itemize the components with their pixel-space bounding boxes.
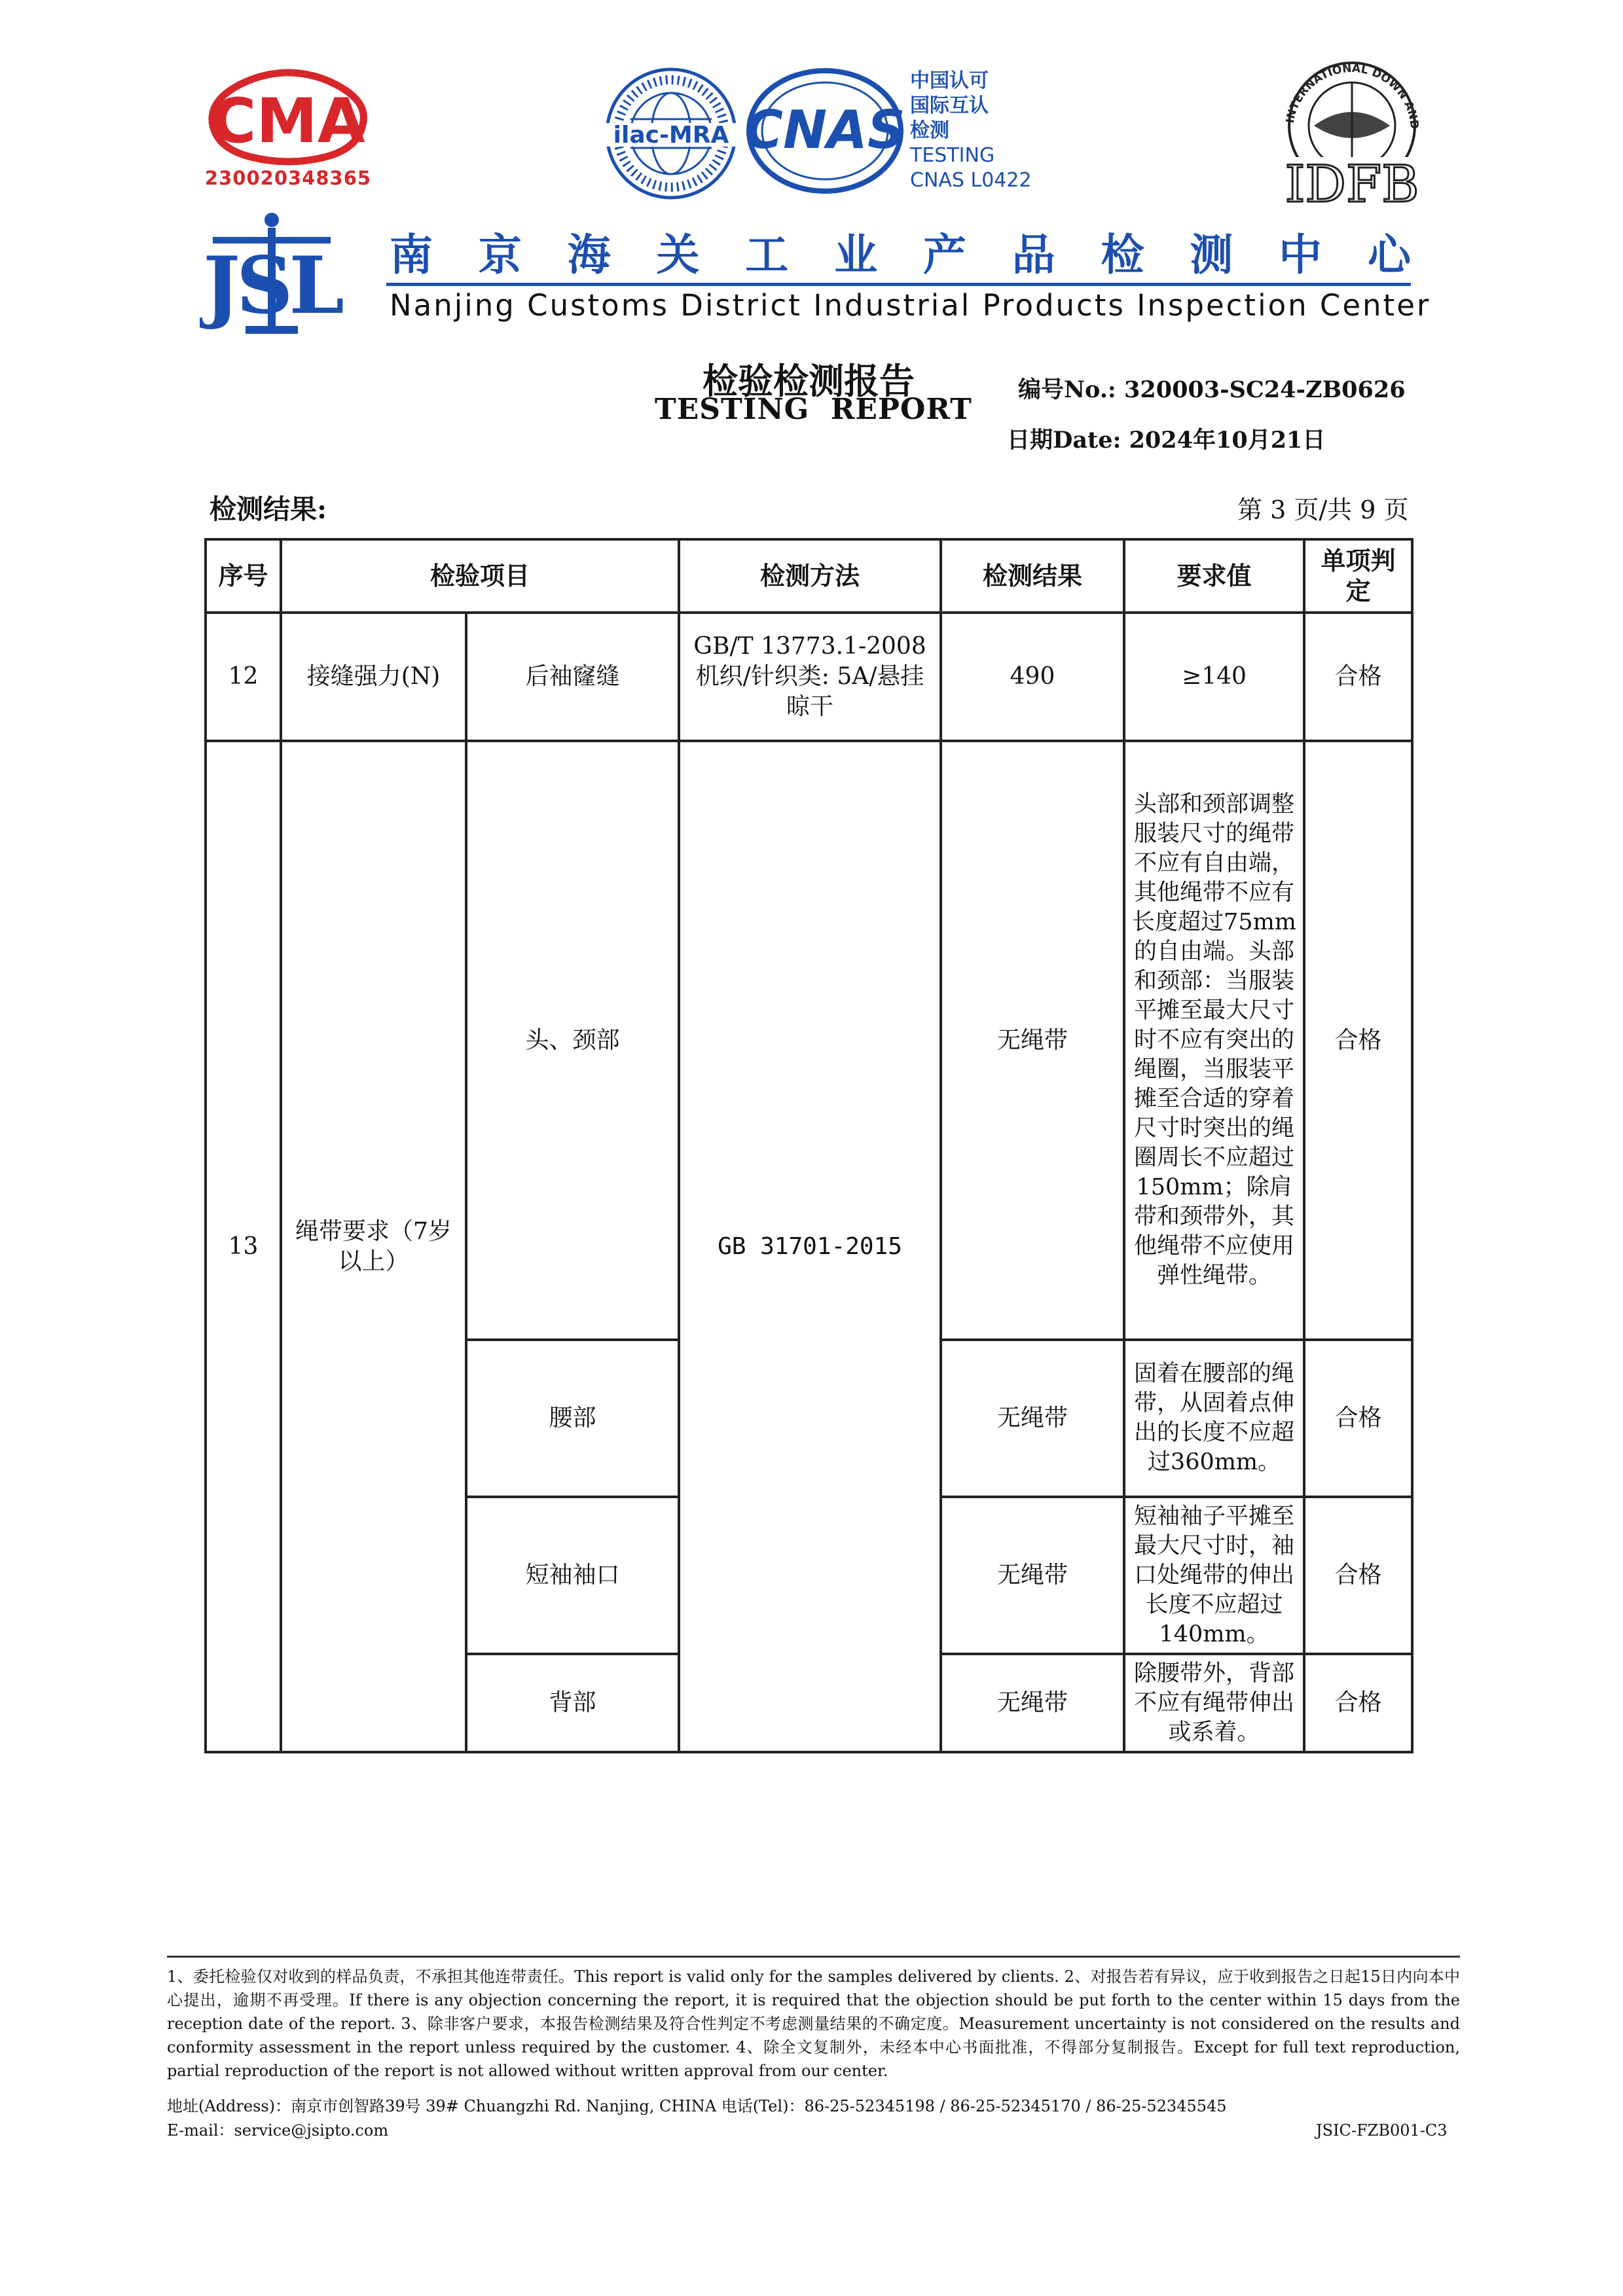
cnas-logo <box>740 65 910 196</box>
row-result: 490 <box>941 613 1124 741</box>
report-title-en: TESTING REPORT <box>655 393 972 426</box>
institution-char: 产 <box>922 229 966 280</box>
cnas-emblem-icon <box>740 65 910 196</box>
ilac-globe-icon <box>593 60 750 207</box>
row-no: 12 <box>206 613 281 741</box>
jsl-letters: JSL <box>203 240 340 332</box>
institution-char: 测 <box>1190 229 1233 280</box>
footer-divider <box>167 1956 1460 1958</box>
jsl-logo <box>200 208 344 346</box>
form-code: JSIC-FZB001-C3 <box>1316 2121 1448 2140</box>
row-subitem: 短袖袖口 <box>466 1497 679 1654</box>
row-item: 接缝强力(N) <box>281 613 466 741</box>
cnas-line: 中国认可 <box>910 69 989 92</box>
idfb-ring-text: INTERNATIONAL DOWN AND <box>1283 62 1421 130</box>
report-number-label: 编号No.: <box>1018 376 1116 403</box>
footer-email: E-mail：service@jsipto.com <box>167 2121 389 2140</box>
row-verdict: 合格 <box>1304 1497 1412 1654</box>
report-date <box>1007 422 1325 455</box>
row-no: 13 <box>206 741 281 1752</box>
row-result: 无绳带 <box>941 1497 1124 1654</box>
idfb-letters: IDFB <box>1285 155 1419 209</box>
institution-char: 海 <box>567 229 611 280</box>
institution-char: 中 <box>1279 229 1322 280</box>
row-result: 无绳带 <box>941 1340 1124 1497</box>
header-method: 检测方法 <box>679 539 941 613</box>
results-table <box>204 538 1413 1753</box>
cnas-letters: CNAS <box>744 99 905 160</box>
footer-address: 地址(Address)：南京市创智路39号 39# Chuangzhi Rd. Nanjing, CHINA 电话(Tel)：86-25-52345198 / 86-25-52345170 / 86-25-52345545 <box>167 2097 1227 2115</box>
idfb-globe-icon <box>1273 52 1431 209</box>
institution-char: 京 <box>478 229 522 280</box>
institution-char: 品 <box>1012 229 1055 280</box>
institution-char: 工 <box>745 229 789 280</box>
cnas-line: 国际互认 <box>910 94 989 117</box>
row-result: 无绳带 <box>941 1654 1124 1752</box>
jsl-scales-icon <box>200 208 344 346</box>
report-number-value: 320003-SC24-ZB0626 <box>1124 376 1406 403</box>
institution-char: 关 <box>656 229 700 280</box>
cma-certificate-number: 230020348365 <box>204 167 372 189</box>
row-result: 无绳带 <box>941 741 1124 1340</box>
header-divider <box>386 283 1411 286</box>
cnas-accreditation-text <box>910 69 1080 193</box>
idfb-logo <box>1273 52 1431 209</box>
results-section-label: 检测结果: <box>210 493 327 525</box>
row-method: GB/T 13773.1-2008 机织/针织类: 5A/悬挂晾干 <box>679 613 941 741</box>
row-requirement: 除腰带外，背部不应有绳带伸出或系着。 <box>1124 1654 1304 1752</box>
report-date-label: 日期Date: <box>1007 427 1122 454</box>
table-header-row <box>206 539 1412 613</box>
institution-name-cn <box>390 221 1411 280</box>
row-verdict: 合格 <box>1304 1340 1412 1497</box>
report-number <box>1018 372 1406 404</box>
row-subitem: 背部 <box>466 1654 679 1752</box>
row-verdict: 合格 <box>1304 741 1412 1340</box>
row-verdict: 合格 <box>1304 613 1412 741</box>
cma-letters: CMA <box>211 86 365 157</box>
institution-char: 检 <box>1101 229 1144 280</box>
header-item: 检验项目 <box>281 539 679 613</box>
row-requirement: 短袖袖子平摊至最大尺寸时，袖口处绳带的伸出长度不应超过140mm。 <box>1124 1497 1304 1654</box>
row-verdict: 合格 <box>1304 1654 1412 1752</box>
cma-emblem-icon <box>203 69 373 167</box>
ilac-mra-logo <box>593 60 750 207</box>
row-subitem: 头、颈部 <box>466 741 679 1340</box>
report-date-value: 2024年10月21日 <box>1129 427 1326 454</box>
header-result: 检测结果 <box>941 539 1124 613</box>
row-subitem: 后袖窿缝 <box>466 613 679 741</box>
header-requirement: 要求值 <box>1124 539 1304 613</box>
report-title-cn: 检验检测报告 <box>702 360 915 402</box>
table-row <box>206 613 1412 741</box>
footer-disclaimer: 1、委托检验仅对收到的样品负责，不承担其他连带责任。This report is valid only for the samples delivered by clients. 2、对报告若有异议，应于收到报告之日起15日内向本中心提出，逾期不再受理。If there is any objection concerning the report, it is required that the objection should be put forth to the center within 15 days from the reception date of the report. 3、除非客户要求，本报告检测结果及符合性判定不考虑测量结果的不确定度。Measurement uncertainty is not considered on the results and conformity assessment in the report unless required by the customer. 4、除全文复制外，未经本中心书面批准，不得部分复制报告。Except for full text reproduction, partial reproduction of the report is not allowed without written approval from our center. <box>167 1967 1460 2080</box>
institution-name-en: Nanjing Customs District Industrial Products Inspection Center <box>390 288 1431 323</box>
institution-char: 南 <box>390 229 433 280</box>
row-item: 绳带要求（7岁以上） <box>281 741 466 1752</box>
cnas-line: CNAS L0422 <box>910 169 1032 192</box>
header-no: 序号 <box>206 539 281 613</box>
cnas-line: 检测 <box>910 119 949 142</box>
row-method: GB 31701-2015 <box>679 741 941 1752</box>
row-requirement: 固着在腰部的绳带，从固着点伸出的长度不应超过360mm。 <box>1124 1340 1304 1497</box>
institution-char: 心 <box>1367 229 1411 280</box>
ilac-text: ilac-MRA <box>613 122 729 149</box>
cnas-line: TESTING <box>910 144 995 167</box>
page-indicator: 第 3 页/共 9 页 <box>1237 495 1409 524</box>
header-verdict: 单项判定 <box>1304 539 1412 613</box>
row-requirement: ≥140 <box>1124 613 1304 741</box>
cma-logo <box>203 69 373 200</box>
institution-char: 业 <box>834 229 878 280</box>
row-requirement: 头部和颈部调整服装尺寸的绳带不应有自由端，其他绳带不应有长度超过75mm的自由端。头部和颈部：当服装平摊至最大尺寸时不应有突出的绳圈，当服装平摊至合适的穿着尺寸时突出的绳圈周长不应超过150mm；除肩带和颈带外，其他绳带不应使用弹性绳带。 <box>1124 741 1304 1340</box>
row-subitem: 腰部 <box>466 1340 679 1497</box>
table-row <box>206 741 1412 1340</box>
